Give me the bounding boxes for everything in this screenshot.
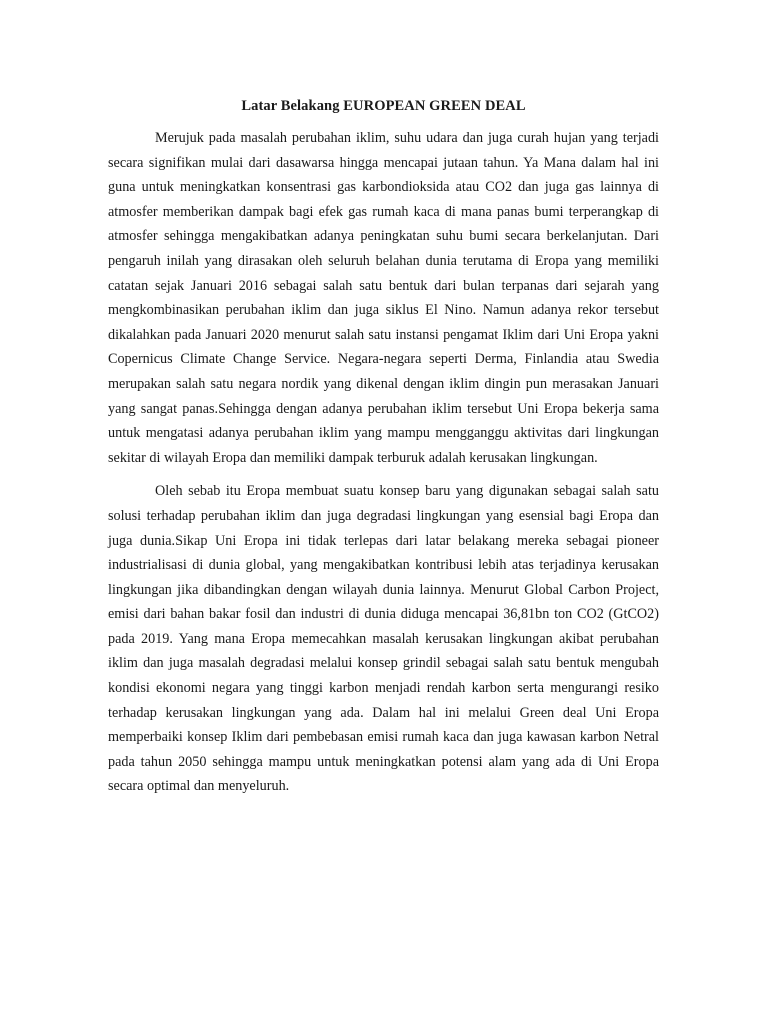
document-title: Latar Belakang EUROPEAN GREEN DEAL [241,98,526,114]
document-page [108,96,659,808]
paragraph-2: Oleh sebab itu Eropa membuat suatu konsep baru yang digunakan sebagai salah satu solusi terhadap perubahan iklim dan juga degradasi lingkungan yang esensial bagi Eropa dan juga dunia.Sikap Uni Eropa ini tidak terlepas dari latar belakang mereka sebagai pioneer industrialisasi di dunia global, yang mengakibatkan kontribusi lebih atas terjadinya kerusakan lingkungan jika dibandingkan dengan wilayah dunia lainnya. Menurut Global Carbon Project, emisi dari bahan bakar fosil dan industri di dunia diduga mencapai 36,81bn ton CO2 (GtCO2) pada 2019. Yang mana Eropa memecahkan masalah kerusakan lingkungan akibat perubahan iklim dan juga masalah degradasi melalui konsep grindil sebagai salah satu bentuk mengubah kondisi ekonomi negara yang tinggi karbon menjadi rendah karbon serta mengurangi resiko terhadap kerusakan lingkungan yang ada. Dalam hal ini melalui Green deal Uni Eropa memperbaiki konsep Iklim dari pembebasan emisi rumah kaca dan juga kawasan karbon Netral pada tahun 2050 sehingga mampu untuk meningkatkan potensi alam yang ada di Uni Eropa secara optimal dan menyeluruh. [108,483,659,795]
paragraph-1: Merujuk pada masalah perubahan iklim, suhu udara dan juga curah hujan yang terjadi secara signifikan mulai dari dasawarsa hingga mencapai jutaan tahun. Ya Mana dalam hal ini guna untuk meningkatkan konsentrasi gas karbondioksida atau CO2 dan juga gas lainnya di atmosfer memberikan dampak bagi efek gas rumah kaca di mana panas bumi terperangkap di atmosfer sehingga mengakibatkan adanya peningkatan suhu bumi secara berkelanjutan. Dari pengaruh inilah yang dirasakan oleh seluruh belahan dunia terutama di Eropa yang memiliki catatan sejak Januari 2016 sebagai salah satu bentuk dari bulan terpanas dari sejarah yang mengkombinasikan perubahan iklim dan juga siklus El Nino. Namun adanya rekor tersebut dikalahkan pada Januari 2020 menurut salah satu instansi pengamat Iklim dari Uni Eropa yakni Copernicus Climate Change Service. Negara-negara seperti Derma, Finlandia atau Swedia merupakan salah satu negara nordik yang dikenal dengan iklim dingin pun merasakan Januari yang sangat panas.Sehingga dengan adanya perubahan iklim tersebut Uni Eropa bekerja sama untuk mengatasi adanya perubahan iklim yang mampu mengganggu aktivitas dari lingkungan sekitar di wilayah Eropa dan memiliki dampak terburuk adalah kerusakan lingkungan. [108,130,659,466]
